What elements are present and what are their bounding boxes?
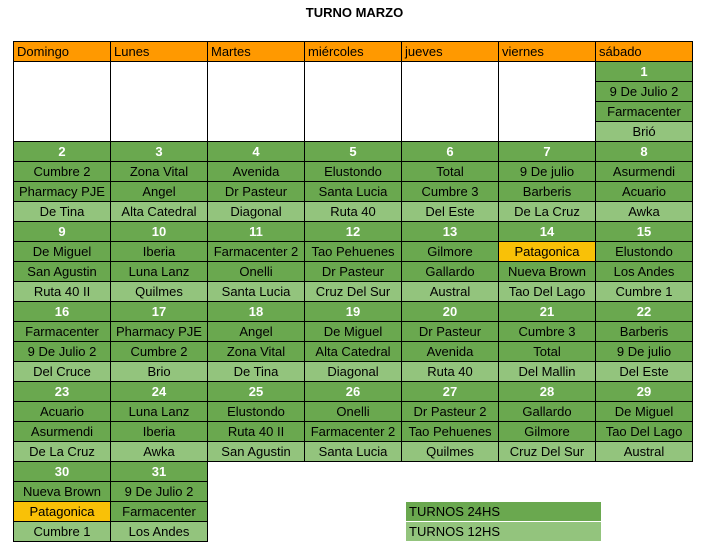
legend <box>405 501 602 542</box>
week-2-pharmacy-row <box>14 182 693 202</box>
day-31-pharmacy-2: Farmacenter <box>111 502 208 522</box>
day-25-number: 25 <box>208 382 305 402</box>
day-17-number: 17 <box>111 302 208 322</box>
day-29-pharmacy-1: De Miguel <box>596 402 693 422</box>
day-6-number: 6 <box>402 142 499 162</box>
day-29-pharmacy-2: Tao Del Lago <box>596 422 693 442</box>
day-31-pharmacy-1: 9 De Julio 2 <box>111 482 208 502</box>
day-18-pharmacy-3: De Tina <box>208 362 305 382</box>
day-1-pharmacy-3: Brió <box>596 122 693 142</box>
day-2-pharmacy-3: De Tina <box>14 202 111 222</box>
day-22-pharmacy-2: 9 De julio <box>596 342 693 362</box>
day-4-pharmacy-2: Dr Pasteur <box>208 182 305 202</box>
day-16-number: 16 <box>14 302 111 322</box>
day-23-pharmacy-1: Acuario <box>14 402 111 422</box>
day-24-pharmacy-2: Iberia <box>111 422 208 442</box>
day-19-pharmacy-3: Diagonal <box>305 362 402 382</box>
day-28-pharmacy-3: Cruz Del Sur <box>499 442 596 462</box>
week-2-pharmacy-row <box>14 202 693 222</box>
day-30-pharmacy-3: Cumbre 1 <box>14 522 111 542</box>
weekday-viernes: viernes <box>499 42 596 62</box>
day-9-pharmacy-2: San Agustin <box>14 262 111 282</box>
day-4-pharmacy-3: Diagonal <box>208 202 305 222</box>
weekday-lunes: Lunes <box>111 42 208 62</box>
day-20-pharmacy-1: Dr Pasteur <box>402 322 499 342</box>
day-25-pharmacy-3: San Agustin <box>208 442 305 462</box>
day-2-pharmacy-2: Pharmacy PJE <box>14 182 111 202</box>
day-9-pharmacy-3: Ruta 40 II <box>14 282 111 302</box>
day-1-pharmacy-1: 9 De Julio 2 <box>596 82 693 102</box>
day-2-pharmacy-1: Cumbre 2 <box>14 162 111 182</box>
week-2-pharmacy-row <box>14 162 693 182</box>
day-15-pharmacy-1: Elustondo <box>596 242 693 262</box>
blank-cell <box>305 62 402 142</box>
day-24-number: 24 <box>111 382 208 402</box>
day-10-pharmacy-3: Quilmes <box>111 282 208 302</box>
day-9-pharmacy-1: De Miguel <box>14 242 111 262</box>
day-12-pharmacy-1: Tao Pehuenes <box>305 242 402 262</box>
day-8-number: 8 <box>596 142 693 162</box>
day-18-number: 18 <box>208 302 305 322</box>
day-17-pharmacy-1: Pharmacy PJE <box>111 322 208 342</box>
day-8-pharmacy-1: Asurmendi <box>596 162 693 182</box>
day-8-pharmacy-3: Awka <box>596 202 693 222</box>
day-27-pharmacy-1: Dr Pasteur 2 <box>402 402 499 422</box>
blank-cell <box>208 62 305 142</box>
week-2-number-row <box>14 142 693 162</box>
day-11-pharmacy-3: Santa Lucia <box>208 282 305 302</box>
day-21-number: 21 <box>499 302 596 322</box>
day-6-pharmacy-1: Total <box>402 162 499 182</box>
day-28-number: 28 <box>499 382 596 402</box>
day-19-pharmacy-1: De Miguel <box>305 322 402 342</box>
day-19-pharmacy-2: Alta Catedral <box>305 342 402 362</box>
day-13-pharmacy-3: Austral <box>402 282 499 302</box>
weekday-header-row <box>14 42 693 62</box>
day-4-number: 4 <box>208 142 305 162</box>
day-25-pharmacy-1: Elustondo <box>208 402 305 422</box>
day-3-number: 3 <box>111 142 208 162</box>
week-6-number-row <box>14 462 693 482</box>
day-6-pharmacy-3: Del Este <box>402 202 499 222</box>
week-5-pharmacy-row <box>14 402 693 422</box>
weekday-sabado: sábado <box>596 42 693 62</box>
day-3-pharmacy-3: Alta Catedral <box>111 202 208 222</box>
day-1-pharmacy-2: Farmacenter <box>596 102 693 122</box>
page-title: TURNO MARZO <box>305 5 404 20</box>
day-5-pharmacy-2: Santa Lucia <box>305 182 402 202</box>
day-9-number: 9 <box>14 222 111 242</box>
blank-cell <box>499 62 596 142</box>
week-4-pharmacy-row <box>14 342 693 362</box>
day-12-number: 12 <box>305 222 402 242</box>
day-13-pharmacy-1: Gilmore <box>402 242 499 262</box>
day-17-pharmacy-3: Brio <box>111 362 208 382</box>
day-14-pharmacy-3: Tao Del Lago <box>499 282 596 302</box>
day-12-pharmacy-3: Cruz Del Sur <box>305 282 402 302</box>
day-8-pharmacy-2: Acuario <box>596 182 693 202</box>
weekday-jueves: jueves <box>402 42 499 62</box>
day-31-number: 31 <box>111 462 208 482</box>
day-2-number: 2 <box>14 142 111 162</box>
blank-cell <box>402 62 499 142</box>
day-30-number: 30 <box>14 462 111 482</box>
day-27-number: 27 <box>402 382 499 402</box>
day-30-pharmacy-1: Nueva Brown <box>14 482 111 502</box>
day-28-pharmacy-1: Gallardo <box>499 402 596 422</box>
week-4-number-row <box>14 302 693 322</box>
day-11-pharmacy-1: Farmacenter 2 <box>208 242 305 262</box>
day-30-pharmacy-2: Patagonica <box>14 502 111 522</box>
day-5-pharmacy-3: Ruta 40 <box>305 202 402 222</box>
day-5-pharmacy-1: Elustondo <box>305 162 402 182</box>
day-31-pharmacy-3: Los Andes <box>111 522 208 542</box>
week-3-pharmacy-row <box>14 282 693 302</box>
legend-24hs: TURNOS 24HS <box>406 502 602 522</box>
day-15-pharmacy-3: Cumbre 1 <box>596 282 693 302</box>
blank-cell <box>14 62 111 142</box>
day-24-pharmacy-1: Luna Lanz <box>111 402 208 422</box>
legend-12hs: TURNOS 12HS <box>406 522 602 542</box>
day-23-number: 23 <box>14 382 111 402</box>
day-26-pharmacy-3: Santa Lucia <box>305 442 402 462</box>
day-18-pharmacy-2: Zona Vital <box>208 342 305 362</box>
day-7-pharmacy-1: 9 De julio <box>499 162 596 182</box>
day-16-pharmacy-3: Del Cruce <box>14 362 111 382</box>
day-21-pharmacy-2: Total <box>499 342 596 362</box>
day-10-number: 10 <box>111 222 208 242</box>
day-7-pharmacy-2: Barberis <box>499 182 596 202</box>
day-27-pharmacy-3: Quilmes <box>402 442 499 462</box>
calendar-grid <box>13 41 693 542</box>
blank-cell <box>111 62 208 142</box>
day-22-pharmacy-1: Barberis <box>596 322 693 342</box>
week-3-pharmacy-row <box>14 262 693 282</box>
day-10-pharmacy-2: Luna Lanz <box>111 262 208 282</box>
day-26-pharmacy-2: Farmacenter 2 <box>305 422 402 442</box>
day-19-number: 19 <box>305 302 402 322</box>
weekday-miercoles: miércoles <box>305 42 402 62</box>
day-27-pharmacy-2: Tao Pehuenes <box>402 422 499 442</box>
week-4-pharmacy-row <box>14 322 693 342</box>
day-6-pharmacy-2: Cumbre 3 <box>402 182 499 202</box>
week-1-number-row <box>14 62 693 82</box>
day-14-number: 14 <box>499 222 596 242</box>
day-29-number: 29 <box>596 382 693 402</box>
week-5-pharmacy-row <box>14 422 693 442</box>
day-20-pharmacy-3: Ruta 40 <box>402 362 499 382</box>
day-3-pharmacy-1: Zona Vital <box>111 162 208 182</box>
day-22-pharmacy-3: Del Este <box>596 362 693 382</box>
weekday-domingo: Domingo <box>14 42 111 62</box>
day-14-pharmacy-1: Patagonica <box>499 242 596 262</box>
week-3-number-row <box>14 222 693 242</box>
day-26-number: 26 <box>305 382 402 402</box>
day-14-pharmacy-2: Nueva Brown <box>499 262 596 282</box>
day-28-pharmacy-2: Gilmore <box>499 422 596 442</box>
day-23-pharmacy-2: Asurmendi <box>14 422 111 442</box>
weekday-martes: Martes <box>208 42 305 62</box>
day-11-number: 11 <box>208 222 305 242</box>
day-13-number: 13 <box>402 222 499 242</box>
day-16-pharmacy-2: 9 De Julio 2 <box>14 342 111 362</box>
week-3-pharmacy-row <box>14 242 693 262</box>
day-12-pharmacy-2: Dr Pasteur <box>305 262 402 282</box>
week-5-number-row <box>14 382 693 402</box>
day-15-number: 15 <box>596 222 693 242</box>
day-16-pharmacy-1: Farmacenter <box>14 322 111 342</box>
day-26-pharmacy-1: Onelli <box>305 402 402 422</box>
day-10-pharmacy-1: Iberia <box>111 242 208 262</box>
day-15-pharmacy-2: Los Andes <box>596 262 693 282</box>
day-7-number: 7 <box>499 142 596 162</box>
day-21-pharmacy-1: Cumbre 3 <box>499 322 596 342</box>
day-25-pharmacy-2: Ruta 40 II <box>208 422 305 442</box>
day-11-pharmacy-2: Onelli <box>208 262 305 282</box>
day-7-pharmacy-3: De La Cruz <box>499 202 596 222</box>
day-20-number: 20 <box>402 302 499 322</box>
day-5-number: 5 <box>305 142 402 162</box>
day-17-pharmacy-2: Cumbre 2 <box>111 342 208 362</box>
week-5-pharmacy-row <box>14 442 693 462</box>
day-24-pharmacy-3: Awka <box>111 442 208 462</box>
day-29-pharmacy-3: Austral <box>596 442 693 462</box>
day-3-pharmacy-2: Angel <box>111 182 208 202</box>
week-4-pharmacy-row <box>14 362 693 382</box>
day-21-pharmacy-3: Del Mallin <box>499 362 596 382</box>
day-18-pharmacy-1: Angel <box>208 322 305 342</box>
day-1-number: 1 <box>596 62 693 82</box>
day-4-pharmacy-1: Avenida <box>208 162 305 182</box>
day-20-pharmacy-2: Avenida <box>402 342 499 362</box>
day-23-pharmacy-3: De La Cruz <box>14 442 111 462</box>
day-22-number: 22 <box>596 302 693 322</box>
day-13-pharmacy-2: Gallardo <box>402 262 499 282</box>
